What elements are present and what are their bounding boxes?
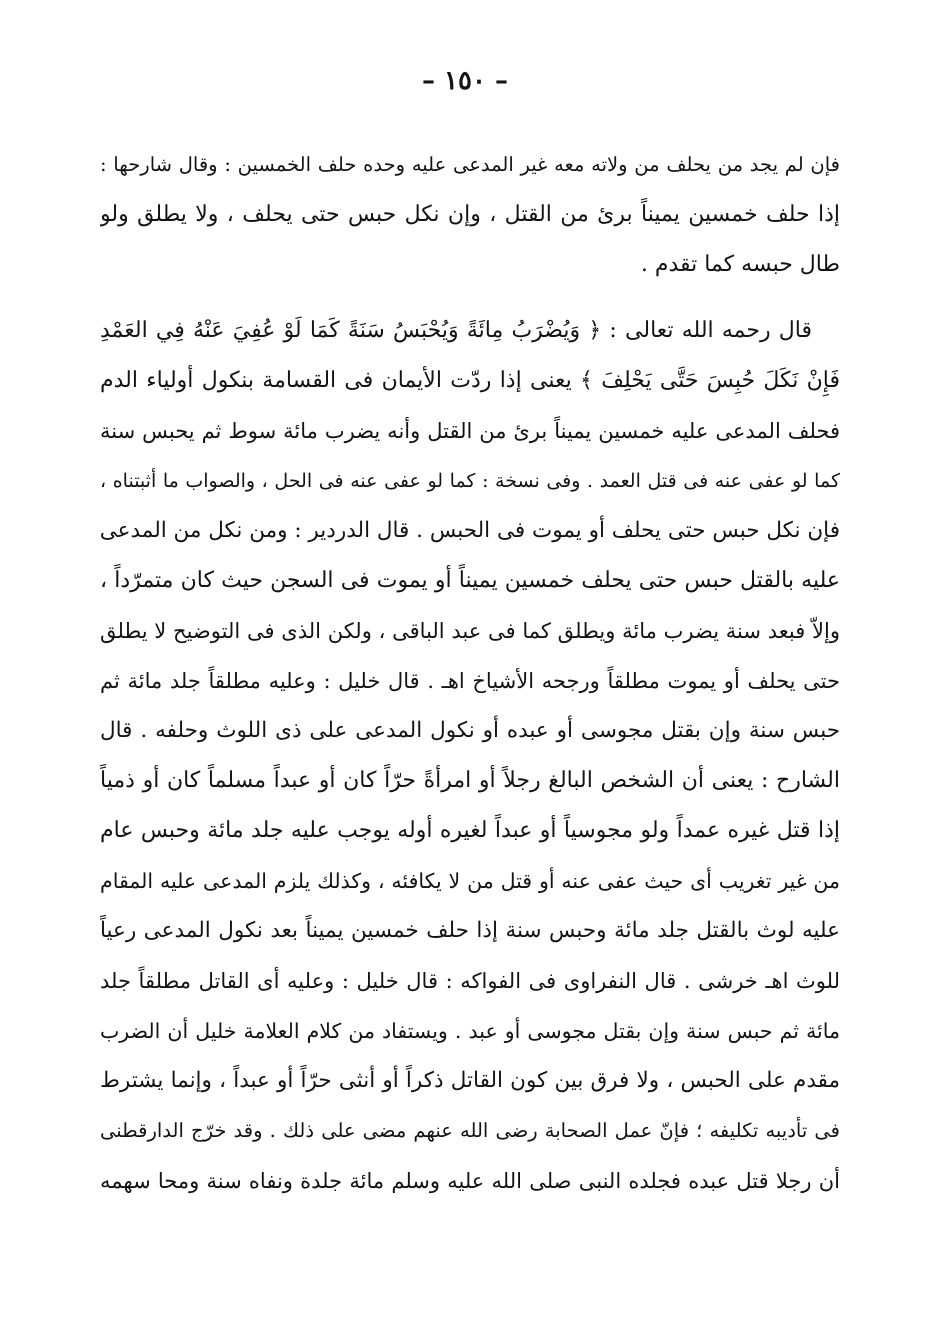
text-line: قال رحمه الله تعالى : ﴿ وَيُضْرَبُ مِائَةً وَيُحْبَسُ سَنَةً كَمَا لَوْ عُفِيَ عَنْهُ فِي العَمْدِ: [100, 318, 812, 343]
text-line: فحلف المدعى عليه خمسين يميناً برئ من القتل وأنه يضرب مائة سوط ثم يحبس سنة: [100, 419, 840, 443]
body-text: [100, 140, 840, 1206]
text-line: مائة ثم حبس سنة وإن بقتل مجوسى أو عبد . ويستفاد من كلام العلامة خليل أن الضرب: [100, 1019, 840, 1043]
text-line: فى تأديبه تكليفه ؛ فإنّ عمل الصحابة رضى الله عنهم مضى على ذلك . وقد خرّج الدارقطنى: [100, 1119, 840, 1142]
text-line: كما لو عفى عنه فى قتل العمد . وفى نسخة : كما لو عفى عنه فى الحل ، والصواب ما أثبتناه ،: [100, 470, 840, 492]
paragraph-gap: [100, 290, 840, 306]
text-line: الشارح : يعنى أن الشخص البالغ رجلاً أو امرأةً حرّاً كان أو عبداً مسلماً كان أو ذمياً: [100, 768, 840, 793]
paragraph-2: [100, 306, 840, 1206]
text-line: عليه بالقتل حبس حتى يحلف خمسين يميناً أو يموت فى السجن حيث كان متمرّداً ،: [100, 568, 840, 593]
text-line: إذا قتل غيره عمداً ولو مجوسياً أو عبداً لغيره أوله يوجب عليه جلد مائة وحبس عام: [100, 818, 840, 843]
text-line: فَإِنْ نَكَلَ حُبِسَ حَتَّى يَحْلِفَ ﴾ يعنى إذا ردّت الأيمان فى القسامة بنكول أولياء الدم: [100, 368, 840, 393]
text-line: وإلاّ فبعد سنة يضرب مائة ويطلق كما فى عبد الباقى ، ولكن الذى فى التوضيح لا يطلق: [100, 619, 840, 643]
text-line: فإن لم يجد من يحلف من ولاته معه غير المدعى عليه وحده حلف الخمسين : وقال شارحها :: [100, 153, 840, 176]
text-line: أن رجلا قتل عبده فجلده النبى صلى الله عليه وسلم مائة جلدة ونفاه سنة ومحا سهمه: [100, 1169, 840, 1193]
text-line: طال حبسه كما تقدم .: [640, 252, 840, 277]
text-line: للوث اهـ خرشى . قال النفراوى فى الفواكه : قال خليل : وعليه أى القاتل مطلقاً جلد: [100, 969, 840, 993]
text-line: حبس سنة وإن بقتل مجوسى أو عبده أو نكول المدعى على ذى اللوث وحلفه . قال: [100, 718, 840, 743]
text-line: فإن نكل حبس حتى يحلف أو يموت فى الحبس . قال الدردير : ومن نكل من المدعى: [100, 518, 840, 543]
text-line: من غير تغريب أى حيث عفى عنه أو قتل من لا يكافئه ، وكذلك يلزم المدعى عليه المقام: [100, 869, 840, 893]
text-line: مقدم على الحبس ، ولا فرق بين كون القاتل ذكراً أو أنثى حرّاً أو عبداً ، وإنما يشترط: [100, 1068, 840, 1093]
page-number: – ١٥٠ –: [421, 66, 509, 96]
paragraph-1: [100, 140, 840, 290]
text-line: إذا حلف خمسين يميناً برئ من القتل ، وإن نكل حبس حتى يحلف ، ولا يطلق ولو: [100, 202, 840, 227]
text-line: حتى يحلف أو يموت مطلقاً ورجحه الأشياخ اهـ . قال خليل : وعليه مطلقاً جلد مائة ثم: [100, 669, 840, 693]
text-line: عليه لوث بالقتل جلد مائة وحبس سنة إذا حلف خمسين يميناً بعد نكول المدعى رعياً: [100, 918, 840, 943]
